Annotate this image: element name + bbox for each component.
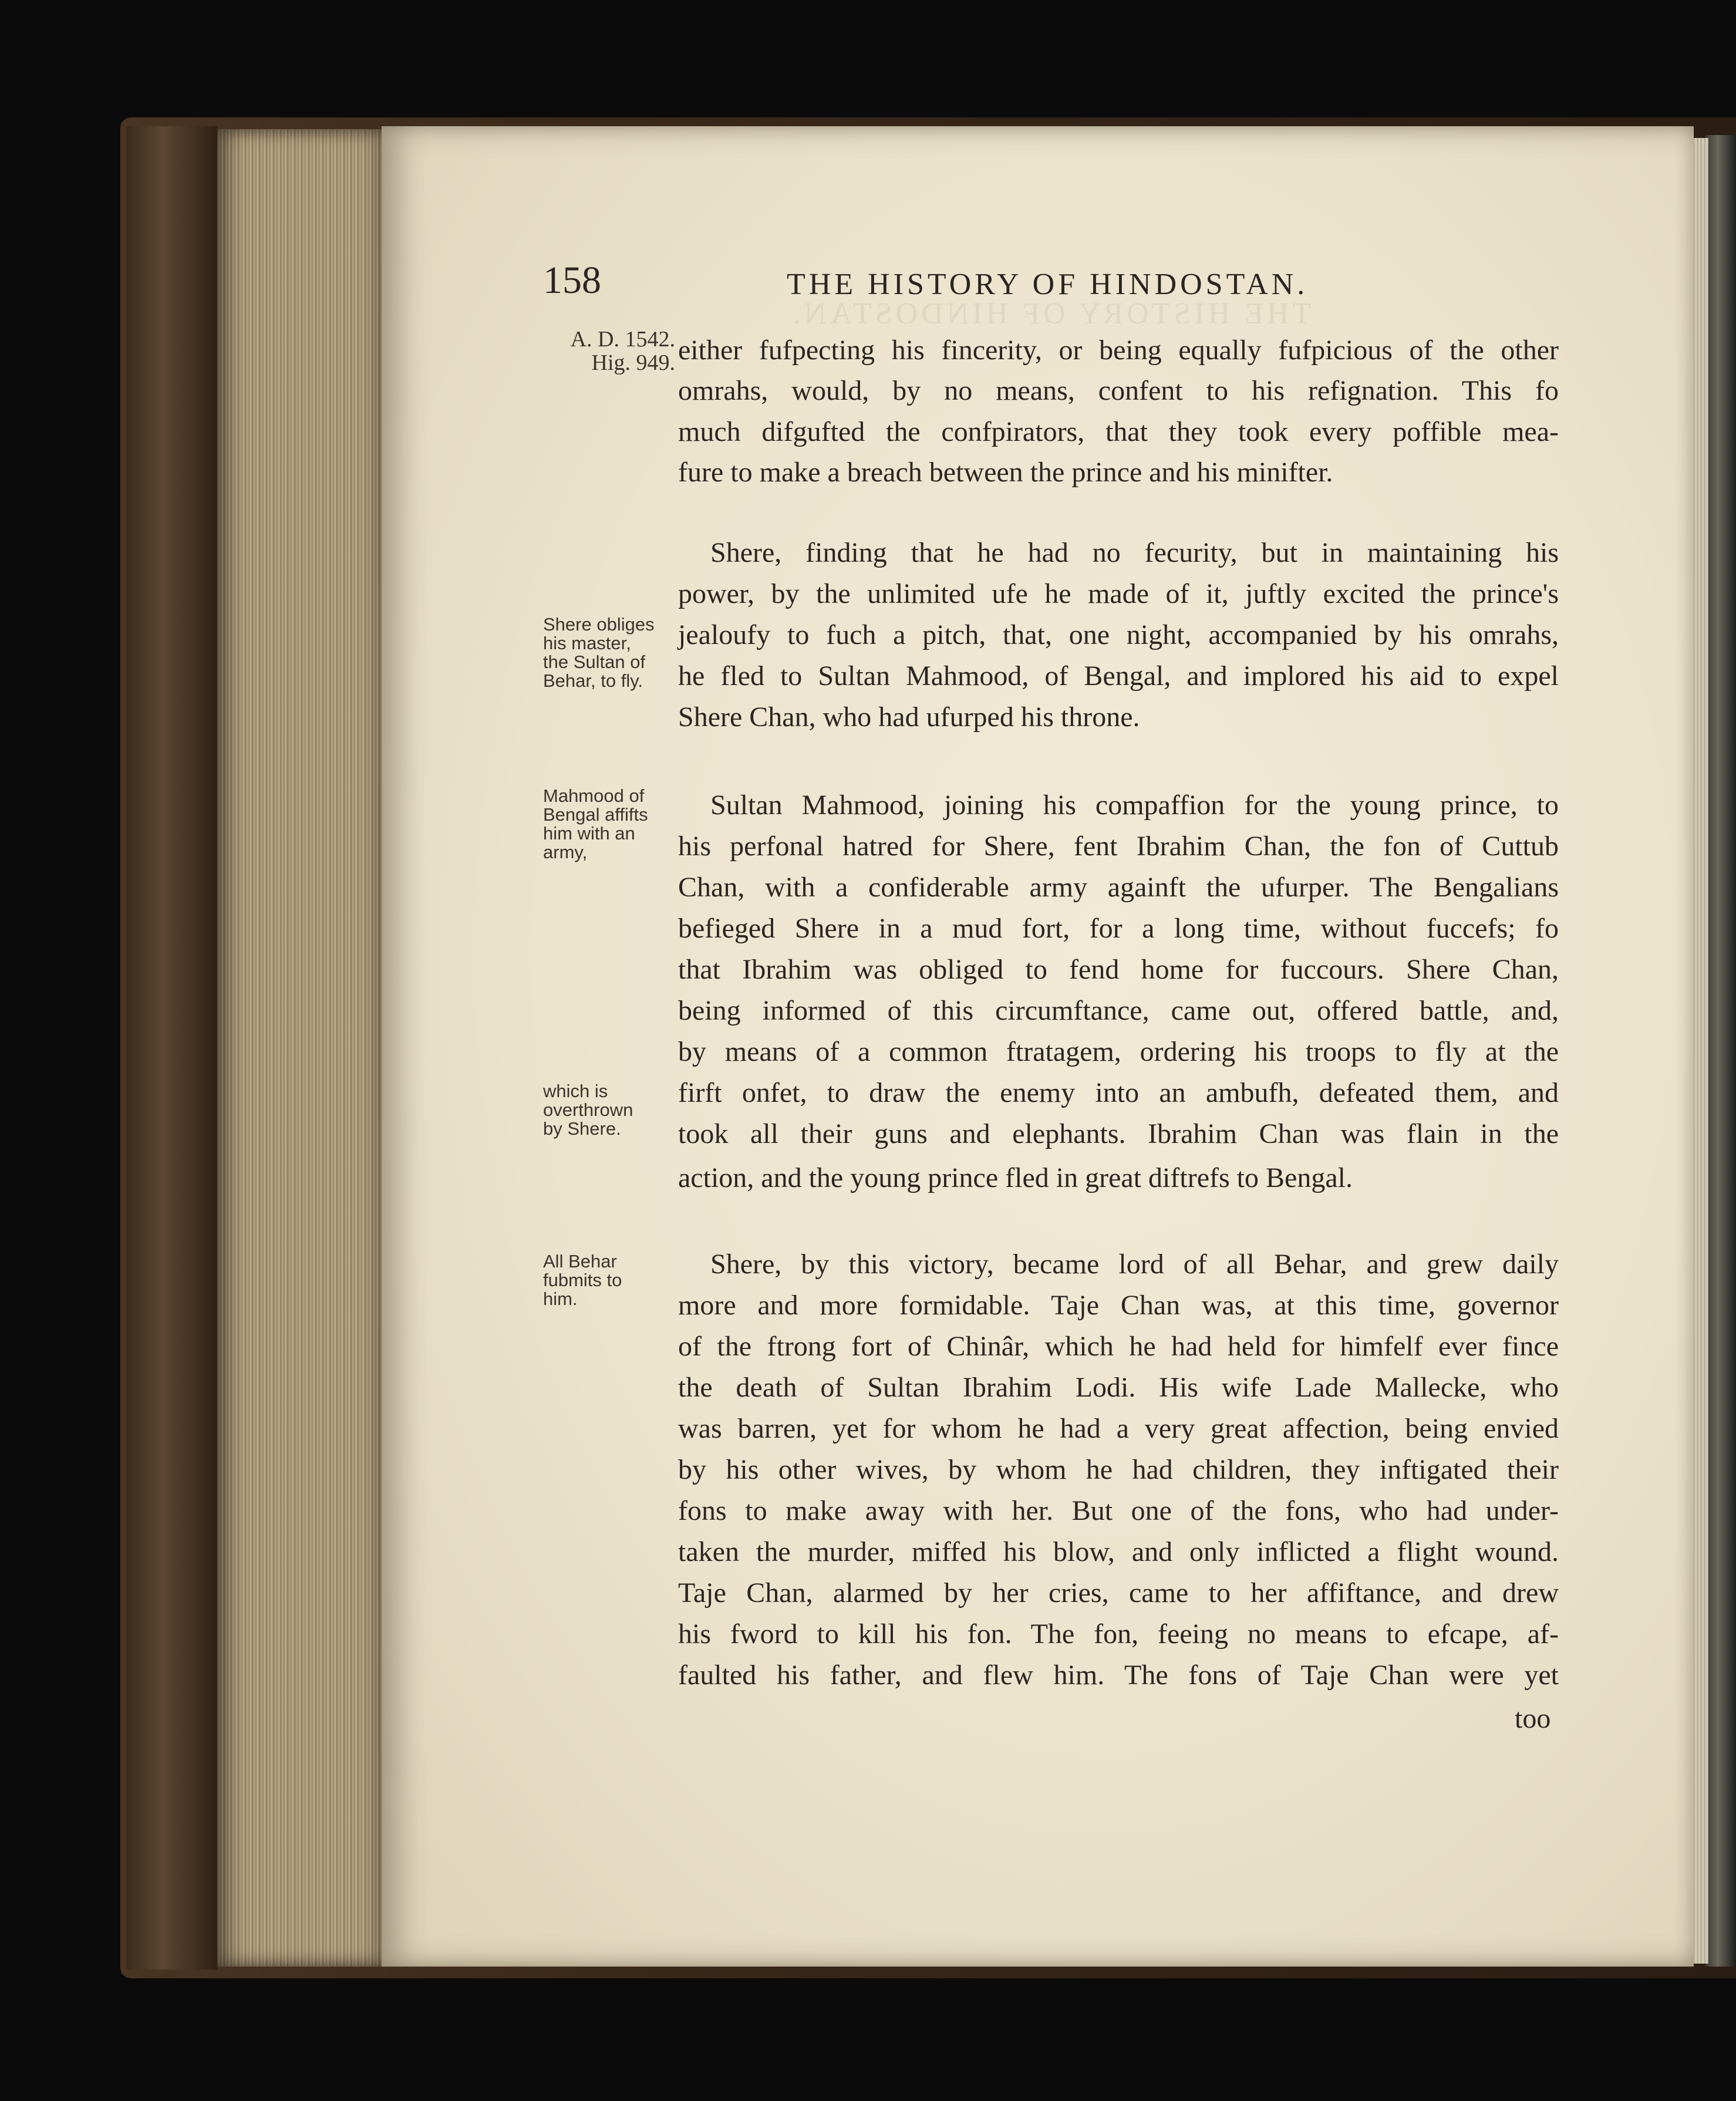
page-number: 158 [543,259,601,302]
book-spine-edge [126,126,217,1970]
text-line: Shere Chan, who had ufurped his throne. [678,702,1140,733]
margin-note-line: by Shere. [543,1118,621,1139]
text-line: omrahs, would, by no means, confent to his refignation. This fo [678,375,1559,406]
text-line: action, and the young prince fled in great diftrefs to Bengal. [678,1162,1353,1193]
text-line: fure to make a breach between the prince and his minifter. [678,457,1333,488]
text-line: that Ibrahim was obliged to fend home for fuccours. Shere Chan, [678,954,1559,985]
text-line: more and more formidable. Taje Chan was, at this time, governor [678,1290,1559,1321]
text-line: Taje Chan, alarmed by her cries, came to her affiftance, and drew [678,1577,1559,1608]
margin-note-line: him with an [543,823,635,844]
margin-note-line: All Behar [543,1251,617,1272]
text-line: his perfonal hatred for Shere, fent Ibrahim Chan, the fon of Cuttub [678,831,1559,862]
text-line: was barren, yet for whom he had a very great affection, being envied [678,1413,1559,1444]
text-line: much difgufted the confpirators, that they took every poffible mea- [678,416,1559,447]
text-line: he fled to Sultan Mahmood, of Bengal, and implored his aid to expel [678,660,1559,692]
date-note-line: A. D. 1542. [570,327,675,352]
margin-note-all-behar [543,1252,672,1309]
date-note-line: Hig. 949. [591,350,675,375]
margin-note-shere-obliges [543,615,672,690]
margin-note-line: him. [543,1289,578,1309]
show-through-text: THE HISTORY OF HINDOSTAN. [790,297,1312,331]
text-line: Sultan Mahmood, joining his compaffion for the young prince, to [710,790,1559,821]
text-line: faulted his father, and flew him. The fons of Taje Chan were yet [678,1660,1559,1691]
text-line: fons to make away with her. But one of the fons, who had under- [678,1495,1559,1526]
margin-note-line: Behar, to fly. [543,670,643,691]
text-line: by means of a common ftratagem, ordering his troops to fly at the [678,1036,1559,1067]
margin-note-line: Shere obliges [543,614,655,635]
margin-note-line: overthrown [543,1100,633,1120]
text-line: being informed of this circumftance, came out, offered battle, and, [678,995,1559,1026]
running-head: THE HISTORY OF HINDOSTAN. [787,268,1309,301]
text-line: taken the murder, miffed his blow, and only inflicted a flight wound. [678,1536,1559,1567]
text-line: the death of Sultan Ibrahim Lodi. His wife Lade Mallecke, who [678,1372,1559,1403]
page-block-edge [217,129,387,1967]
margin-note-line: which is [543,1081,608,1101]
text-line: of the ftrong fort of Chinâr, which he had held for himfelf ever fince [678,1331,1559,1362]
margin-note-line: Bengal affifts [543,804,648,825]
text-line: firft onfet, to draw the enemy into an ambufh, defeated them, and [678,1077,1559,1108]
text-line: jealoufy to fuch a pitch, that, one night, accompanied by his omrahs, [678,619,1559,650]
right-cover-board [1705,135,1736,1967]
margin-note-line: army, [543,842,588,862]
margin-note-overthrown [543,1082,672,1138]
margin-note-line: his master, [543,633,631,653]
margin-note-line: the Sultan of [543,652,646,672]
text-line: Shere, by this victory, became lord of all Behar, and grew daily [710,1249,1559,1280]
text-line: either fufpecting his fincerity, or being equally fufpicious of the other [678,335,1559,366]
catchword: too [1515,1703,1551,1734]
text-line: befieged Shere in a mud fort, for a long time, without fuccefs; fo [678,913,1559,944]
text-line: by his other wives, by whom he had children, they inftigated their [678,1454,1559,1485]
margin-note-mahmood [543,787,672,862]
margin-note-line: Mahmood of [543,785,645,806]
text-line: took all their guns and elephants. Ibrahim Chan was flain in the [678,1118,1559,1149]
text-line: Chan, with a confiderable army againft the ufurper. The Bengalians [678,872,1559,903]
date-margin-note [549,328,675,375]
text-line: his fword to kill his fon. The fon, feeing no means to efcape, af- [678,1618,1559,1650]
text-line: Shere, finding that he had no fecurity, but in maintaining his [710,537,1559,568]
margin-note-line: fubmits to [543,1270,622,1290]
text-line: power, by the unlimited ufe he made of it, juftly excited the prince's [678,578,1559,609]
